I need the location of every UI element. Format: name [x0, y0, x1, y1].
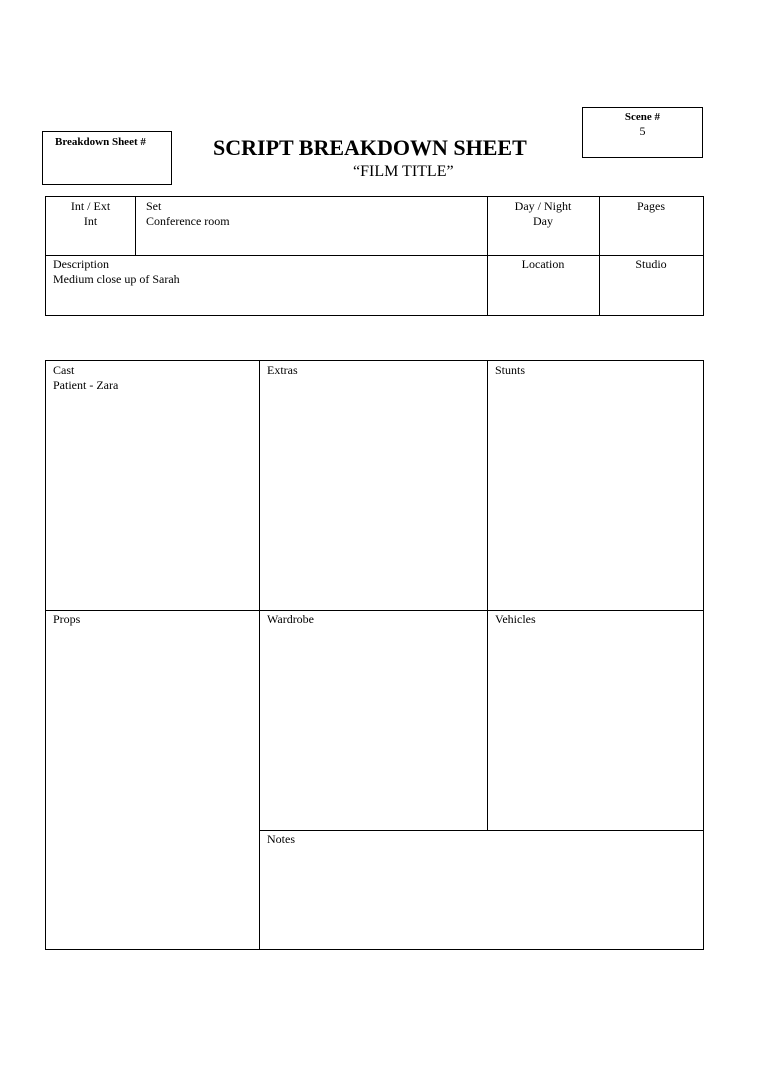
day-night-cell[interactable] [487, 197, 599, 255]
set-value: Conference room [146, 214, 230, 228]
notes-label: Notes [267, 832, 295, 846]
cast-value: Patient - Zara [53, 378, 119, 392]
cast-label: Cast [53, 363, 75, 377]
location-value: Studio [635, 257, 667, 271]
extras-cell[interactable] [259, 361, 487, 610]
props-cell[interactable] [46, 610, 259, 949]
cast-cell[interactable] [46, 361, 259, 610]
int-ext-label: Int / Ext [70, 199, 111, 213]
location-cell[interactable] [487, 255, 599, 315]
extras-label: Extras [267, 363, 298, 377]
location-label: Location [521, 257, 565, 271]
props-label: Props [53, 612, 81, 626]
description-label: Description [53, 257, 109, 271]
scene-number-label: Scene # [624, 111, 661, 123]
film-title: “FILM TITLE” [353, 163, 454, 180]
location-value-cell[interactable] [599, 255, 703, 315]
vehicles-cell[interactable] [487, 610, 703, 830]
breakdown-grid [45, 360, 704, 950]
day-night-value: Day [533, 214, 553, 228]
pages-cell[interactable] [599, 197, 703, 255]
scene-number-value: 5 [639, 124, 646, 138]
set-label: Set [146, 199, 162, 213]
scene-info-table [45, 196, 704, 316]
vehicles-label: Vehicles [495, 612, 536, 626]
pages-label: Pages [637, 199, 665, 213]
scene-number-box[interactable] [582, 107, 703, 158]
page-title: SCRIPT BREAKDOWN SHEET [213, 135, 527, 160]
day-night-label: Day / Night [514, 199, 572, 213]
notes-cell[interactable] [259, 830, 703, 949]
int-ext-value: Int [83, 214, 98, 228]
breakdown-sheet-number-label: Breakdown Sheet # [55, 136, 146, 148]
description-value: Medium close up of Sarah [53, 272, 180, 286]
int-ext-cell[interactable] [46, 197, 135, 255]
wardrobe-cell[interactable] [259, 610, 487, 830]
breakdown-sheet-number-box[interactable] [42, 131, 172, 185]
stunts-label: Stunts [495, 363, 526, 377]
description-cell[interactable] [46, 255, 487, 315]
wardrobe-label: Wardrobe [267, 612, 315, 626]
set-cell[interactable] [135, 197, 487, 255]
stunts-cell[interactable] [487, 361, 703, 610]
